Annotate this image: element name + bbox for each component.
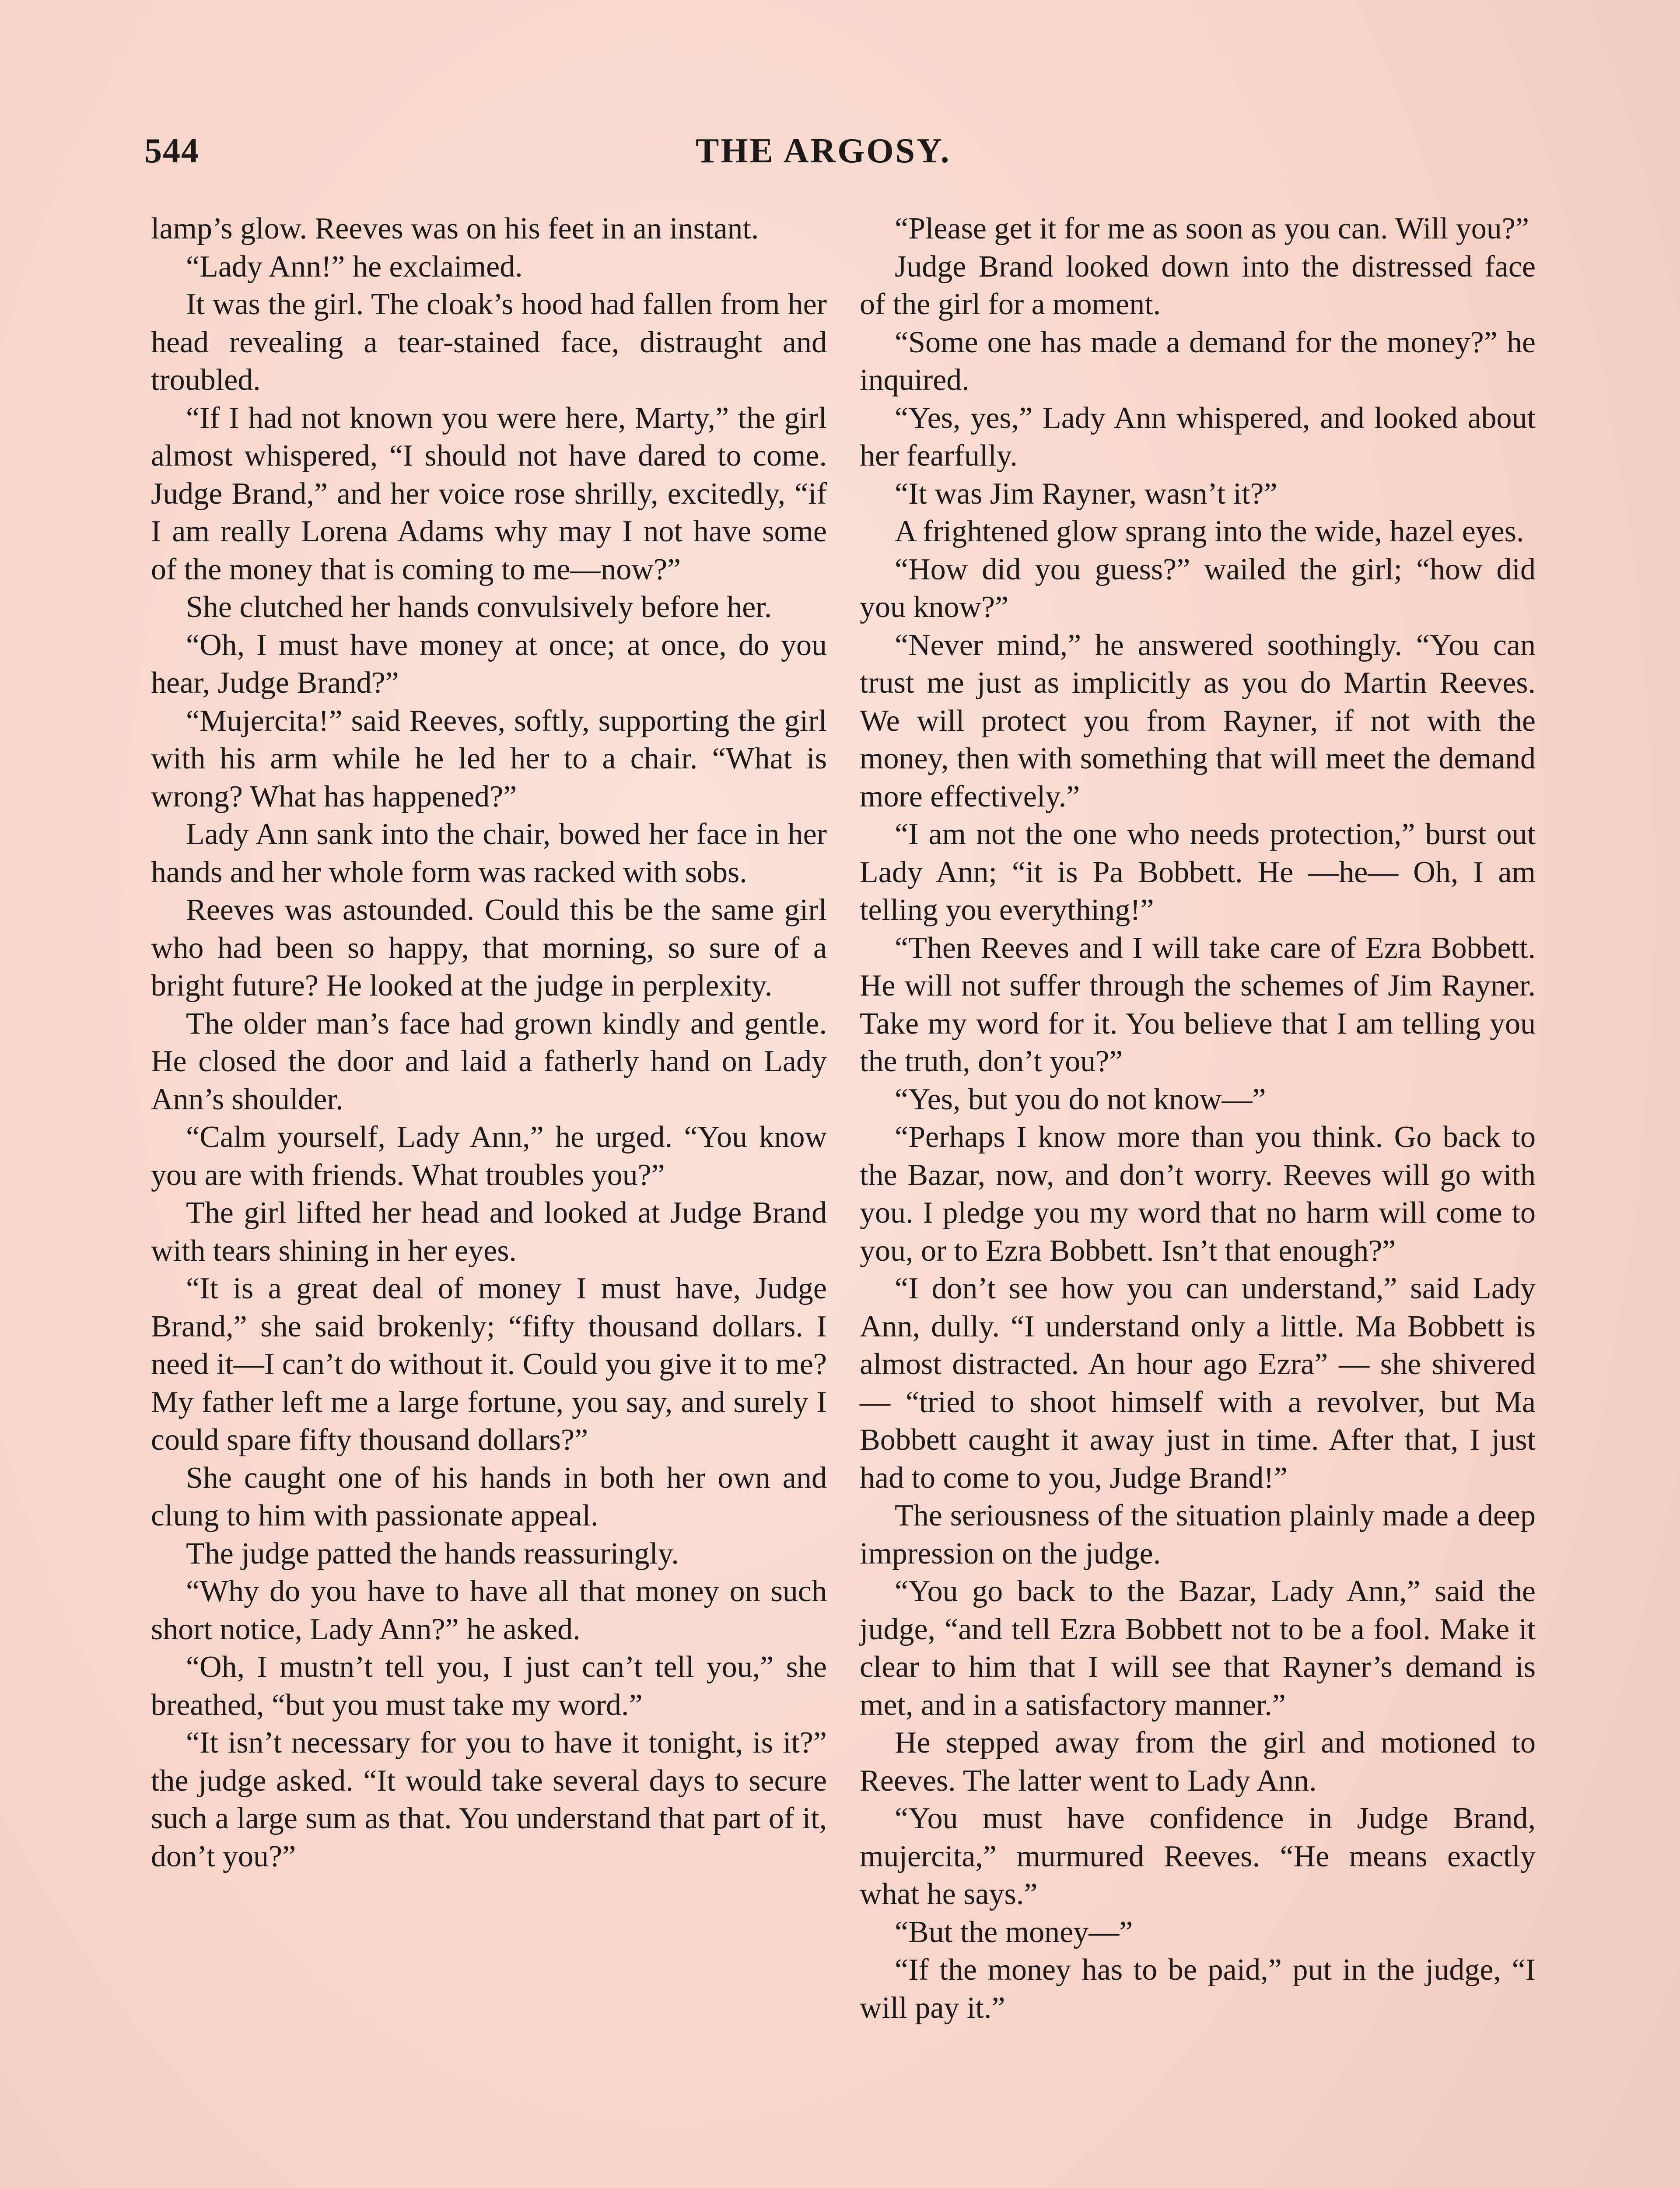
paragraph: “I am not the one who needs protection,” burst out Lady Ann; “it is Pa Bobbett. He —he— Oh, I am telling you everything!” xyxy=(860,817,1536,927)
paragraph: “Why do you have to have all that money on such short notice, Lady Ann?” he asked. xyxy=(151,1574,827,1646)
paragraph: “Yes, yes,” Lady Ann whispered, and looked about her fearfully. xyxy=(860,401,1536,473)
paragraph: “It was Jim Rayner, wasn’t it?” xyxy=(895,477,1278,511)
paragraph: “If the money has to be paid,” put in the judge, “I will pay it.” xyxy=(860,1953,1536,2025)
paragraph: “Then Reeves and I will take care of Ezra Bobbett. He will not suffer through the schemes of Jim Rayner. Take my word for it. You believe that I am telling you the truth, don’t you?” xyxy=(860,931,1536,1078)
paragraph: “If I had not known you were here, Marty,” the girl almost whispered, “I should not have dared to come. Judge Brand,” and her voice rose shrilly, excitedly, “if I am really Lorena Adams why may I not have some of the money that is coming to me—now?” xyxy=(151,401,827,586)
paragraph: “Mujercita!” said Reeves, softly, supporting the girl with his arm while he led her to a chair. “What is wrong? What has happened?” xyxy=(151,704,827,813)
right-text-column xyxy=(860,210,1536,2027)
paragraph: “But the money—” xyxy=(895,1915,1133,1949)
paragraph: The seriousness of the situation plainly made a deep impression on the judge. xyxy=(860,1499,1536,1571)
paragraph: He stepped away from the girl and motioned to Reeves. The latter went to Lady Ann. xyxy=(860,1726,1536,1798)
left-text-column xyxy=(151,210,827,1876)
paragraph: Lady Ann sank into the chair, bowed her face in her hands and her whole form was racked with sobs. xyxy=(151,817,827,889)
paragraph: The judge patted the hands reassuringly. xyxy=(186,1536,679,1571)
paragraph: lamp’s glow. Reeves was on his feet in an instant. xyxy=(151,212,759,245)
paragraph: “You go back to the Bazar, Lady Ann,” said the judge, “and tell Ezra Bobbett not to be a fool. Make it clear to him that I will see that Rayner’s demand is met, and in a satisfactory manner.” xyxy=(860,1574,1536,1722)
paragraph: “I don’t see how you can understand,” said Lady Ann, dully. “I understand only a little. Ma Bobbett is almost distracted. An hour ago Ezra” — she shivered — “tried to shoot himself with a revolver, but Ma Bobbett caught it away just in time. After that, I just had to come to you, Judge Brand!” xyxy=(860,1272,1536,1495)
paragraph: “It isn’t necessary for you to have it tonight, is it?” the judge asked. “It would take several days to secure such a large sum as that. You understand that part of it, don’t you?” xyxy=(151,1726,827,1873)
paragraph: Reeves was astounded. Could this be the same girl who had been so happy, that morning, so sure of a bright future? He looked at the judge in perplexity. xyxy=(151,893,827,1003)
paragraph: The older man’s face had grown kindly and gentle. He closed the door and laid a fatherly hand on Lady Ann’s shoulder. xyxy=(151,1006,827,1116)
paragraph: “Some one has made a demand for the money?” he inquired. xyxy=(860,325,1536,397)
running-title: THE ARGOSY. xyxy=(696,132,951,170)
paragraph: She clutched her hands convulsively before her. xyxy=(186,590,772,624)
paragraph: “Never mind,” he answered soothingly. “You can trust me just as implicitly as you do Martin Reeves. We will protect you from Rayner, if not with the money, then with something that will meet the demand more effectively.” xyxy=(860,628,1536,813)
paragraph: Judge Brand looked down into the distressed face of the girl for a moment. xyxy=(860,249,1536,321)
paragraph: She caught one of his hands in both her own and clung to him with passionate appeal. xyxy=(151,1461,827,1532)
paragraph: “It is a great deal of money I must have, Judge Brand,” she said brokenly; “fifty thousand dollars. I need it—I can’t do without it. Could you give it to me? My father left me a large fortune, you say, and surely I could spare fifty thousand dollars?” xyxy=(151,1272,827,1457)
paragraph: “Calm yourself, Lady Ann,” he urged. “You know you are with friends. What troubles you?” xyxy=(151,1120,827,1192)
paragraph: “Perhaps I know more than you think. Go back to the Bazar, now, and don’t worry. Reeves will go with you. I pledge you my word that no harm will come to you, or to Ezra Bobbett. Isn’t that enough?” xyxy=(860,1120,1536,1268)
paragraph: “Lady Ann!” he exclaimed. xyxy=(186,249,523,284)
page-number: 544 xyxy=(144,132,200,170)
page-header xyxy=(144,131,1544,184)
paragraph: “Oh, I must have money at once; at once, do you hear, Judge Brand?” xyxy=(151,628,827,700)
paragraph: “Yes, but you do not know—” xyxy=(895,1082,1266,1116)
paragraph: “Please get it for me as soon as you can. Will you?” xyxy=(895,212,1529,245)
paragraph: “Oh, I mustn’t tell you, I just can’t tell you,” she breathed, “but you must take my word.” xyxy=(151,1650,827,1722)
paragraph: A frightened glow sprang into the wide, hazel eyes. xyxy=(895,515,1524,548)
paragraph: “You must have confidence in Judge Brand, mujercita,” murmured Reeves. “He means exactly what he says.” xyxy=(860,1802,1536,1911)
paragraph: “How did you guess?” wailed the girl; “how did you know?” xyxy=(860,552,1536,624)
paragraph: It was the girl. The cloak’s hood had fallen from her head revealing a tear-stained face, distraught and troubled. xyxy=(151,288,827,397)
paragraph: The girl lifted her head and looked at Judge Brand with tears shining in her eyes. xyxy=(151,1196,827,1268)
